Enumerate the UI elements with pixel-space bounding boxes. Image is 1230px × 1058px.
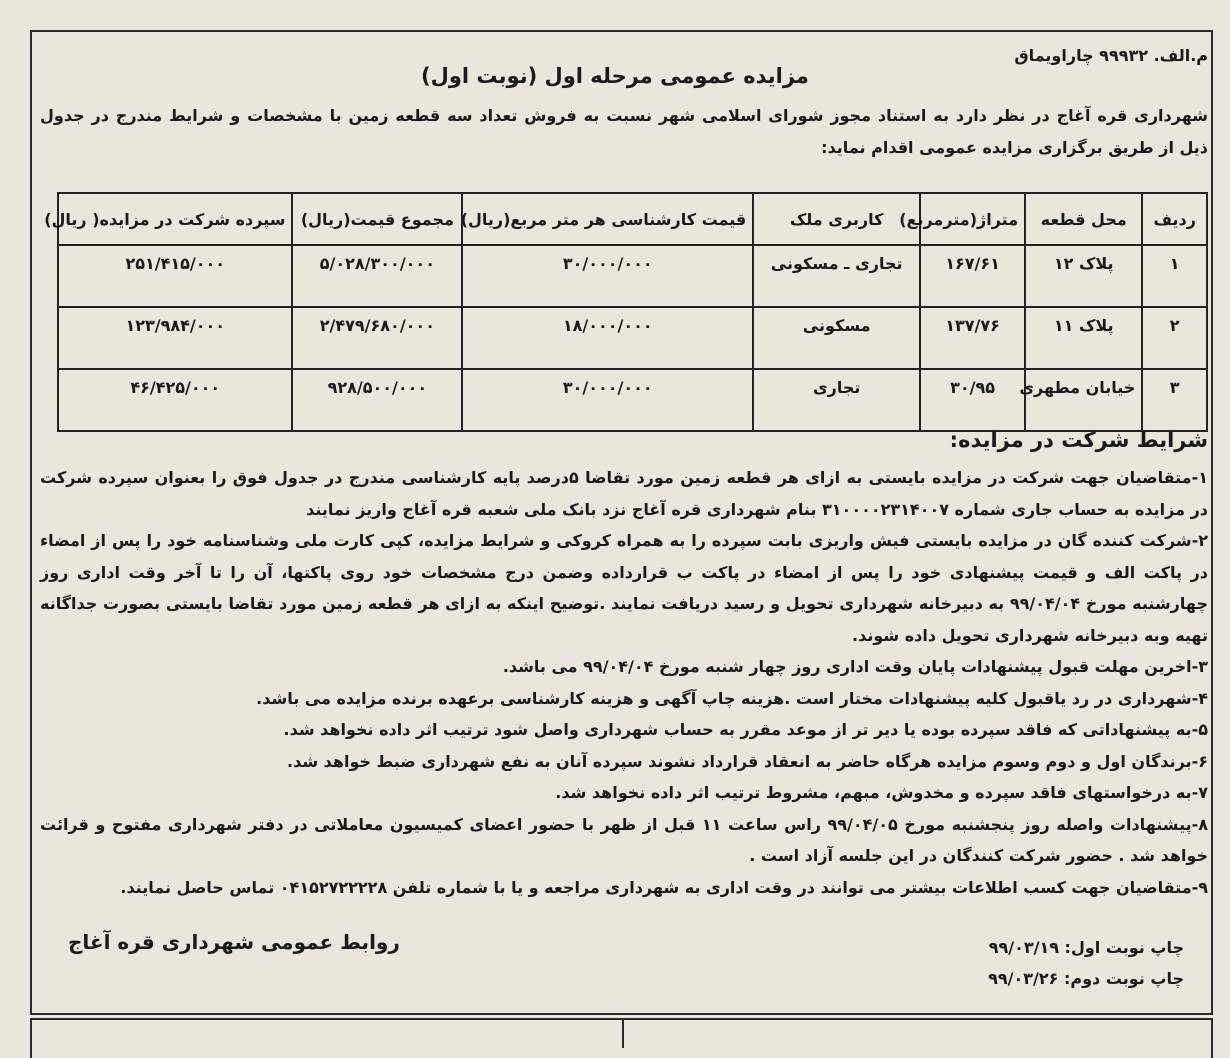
cell-unit-price: ۱۸/۰۰۰/۰۰۰ (462, 307, 753, 369)
conditions-heading: شرایط شرکت در مزایده: (949, 428, 1208, 452)
header-row-number: ردیف (1142, 193, 1207, 245)
condition-item: ۸-پیشنهادات واصله روز پنجشنبه مورخ ۹۹/۰۴/۰۵ راس ساعت ۱۱ قبل از ظهر با حضور اعضای کمیسیون معاملاتی در دفتر شهرداری مفتوح و قرائت خواهد شد . حضور شرکت کنندگان در این جلسه آزاد است . (40, 814, 1209, 865)
second-print-date: چاپ نوبت دوم: ۹۹/۰۳/۲۶ (988, 969, 1184, 988)
cell-area: ۱۳۷/۷۶ (920, 307, 1025, 369)
condition-item: ۲-شرکت کننده گان در مزایده بایستی فیش واریزی بابت سپرده را به همراه کروکی و شرایط مزایده، کپی کارت ملی وشناسنامه خود را پس از امضاء در پاکت الف و قیمت پیشنهادی خود را پس از امضاء در پاکت ب قرارداده وضمن درج مشخصات خود روی پاکتها، آن را تا آخر وقت اداری روز چهارشنبه مورخ ۹۹/۰۴/۰۴ به دبیرخانه شهرداری تحویل و رسید دریافت نمایند .توضیح اینکه به ازای هر قطعه زمین مورد تقاضا بایستی بصورت جداگانه تهیه وبه دبیرخانه شهرداری تحویل داده شوند. (40, 531, 1208, 645)
cell-usage: مسکونی (753, 307, 920, 369)
condition-item: ۱-متقاضیان جهت شرکت در مزایده بایستی به ازای هر قطعه زمین مورد تقاضا ۵درصد پایه کارشناسی مندرج در جدول فوق را بعنوان سپرده شرکت در مزایده به حساب جاری شماره ۳۱۰۰۰۰۲۳۱۴۰۰۷ بنام شهرداری قره آغاج نزد بانک ملی شعبه قره آغاج واریز نمایند (40, 468, 1208, 519)
table-row (58, 369, 1207, 431)
print-dates (988, 932, 1184, 994)
cell-deposit: ۱۲۳/۹۸۴/۰۰۰ (58, 307, 292, 369)
cell-total-price: ۹۲۸/۵۰۰/۰۰۰ (292, 369, 462, 431)
header-unit-price: قیمت کارشناسی هر متر مربع(ریال) (462, 193, 753, 245)
cell-unit-price: ۳۰/۰۰۰/۰۰۰ (462, 245, 753, 307)
condition-item: ۵-به پیشنهاداتی که فاقد سپرده بوده یا دیر تر از موعد مقرر به حساب شهرداری واصل شود ترتیب اثر داده نخواهد شد. (283, 720, 1208, 739)
cell-area: ۱۶۷/۶۱ (920, 245, 1025, 307)
cell-deposit: ۲۵۱/۴۱۵/۰۰۰ (58, 245, 292, 307)
header-area: متراژ(مترمربع) (920, 193, 1025, 245)
cell-row-number: ۲ (1142, 307, 1207, 369)
header-location: محل قطعه (1025, 193, 1142, 245)
table-row (58, 245, 1207, 307)
cell-deposit: ۴۶/۴۲۵/۰۰۰ (58, 369, 292, 431)
cell-usage: تجاری (753, 369, 920, 431)
condition-item: ۴-شهرداری در رد یاقبول کلیه پیشنهادات مختار است .هزینه چاپ آگهی و هزینه کارشناسی برعهده برنده مزایده می باشد. (256, 688, 1208, 708)
cell-usage: تجاری ـ مسکونی (753, 245, 920, 307)
next-notice-divider (622, 1018, 624, 1048)
condition-item: ۹-متقاضیان جهت کسب اطلاعات بیشتر می توانند در وقت اداری به شهرداری مراجعه و یا با شماره تلفن ۰۴۱۵۲۷۲۲۲۲۸ تماس حاصل نمایند. (120, 877, 1208, 897)
cell-area: ۳۰/۹۵ (920, 369, 1025, 431)
land-parcels-table (44, 192, 1208, 432)
public-relations-signoff: روابط عمومی شهرداری قره آغاج (68, 930, 400, 954)
cell-total-price: ۲/۴۷۹/۶۸۰/۰۰۰ (292, 307, 462, 369)
condition-item: ۳-اخرین مهلت قبول پیشنهادات پایان وقت اداری روز چهار شنبه مورخ ۹۹/۰۴/۰۴ می باشد. (502, 657, 1208, 676)
table-row (58, 307, 1207, 369)
reference-code: م.الف. ۹۹۹۳۲ چاراویماق (1014, 46, 1208, 65)
cell-unit-price: ۳۰/۰۰۰/۰۰۰ (462, 369, 753, 431)
cell-location: خیابان مطهری (1025, 369, 1142, 431)
cell-total-price: ۵/۰۲۸/۳۰۰/۰۰۰ (292, 245, 462, 307)
cell-row-number: ۱ (1142, 245, 1207, 307)
condition-item: ۷-به درخواستهای فاقد سپرده و مخدوش، مبهم، مشروط ترتیب اثر داده نخواهد شد. (555, 783, 1208, 802)
cell-location: پلاک ۱۲ (1025, 245, 1142, 307)
header-usage: کاربری ملک (753, 193, 920, 245)
condition-item: ۶-برندگان اول و دوم وسوم مزایده هرگاه حاضر به انعقاد قرارداد نشوند سپرده آنان به نفع شهرداری ضبط خواهد شد. (287, 751, 1208, 771)
header-deposit: سپرده شرکت در مزایده( ریال) (58, 193, 292, 245)
cell-row-number: ۳ (1142, 369, 1207, 431)
notice-title: مزایده عمومی مرحله اول (نوبت اول) (421, 64, 809, 88)
table-header-row (58, 193, 1207, 245)
intro-paragraph: شهرداری قره آغاج در نظر دارد به استناد مجوز شورای اسلامی شهر نسبت به فروش تعداد سه قطعه زمین با مشخصات و شرایط مندرج در جدول ذیل از طریق برگزاری مزایده عمومی اقدام نماید: (40, 106, 1208, 157)
conditions-list (40, 462, 1208, 903)
cell-location: پلاک ۱۱ (1025, 307, 1142, 369)
header-total-price: مجموع قیمت(ریال) (292, 193, 462, 245)
first-print-date: چاپ نوبت اول: ۹۹/۰۳/۱۹ (988, 938, 1184, 957)
